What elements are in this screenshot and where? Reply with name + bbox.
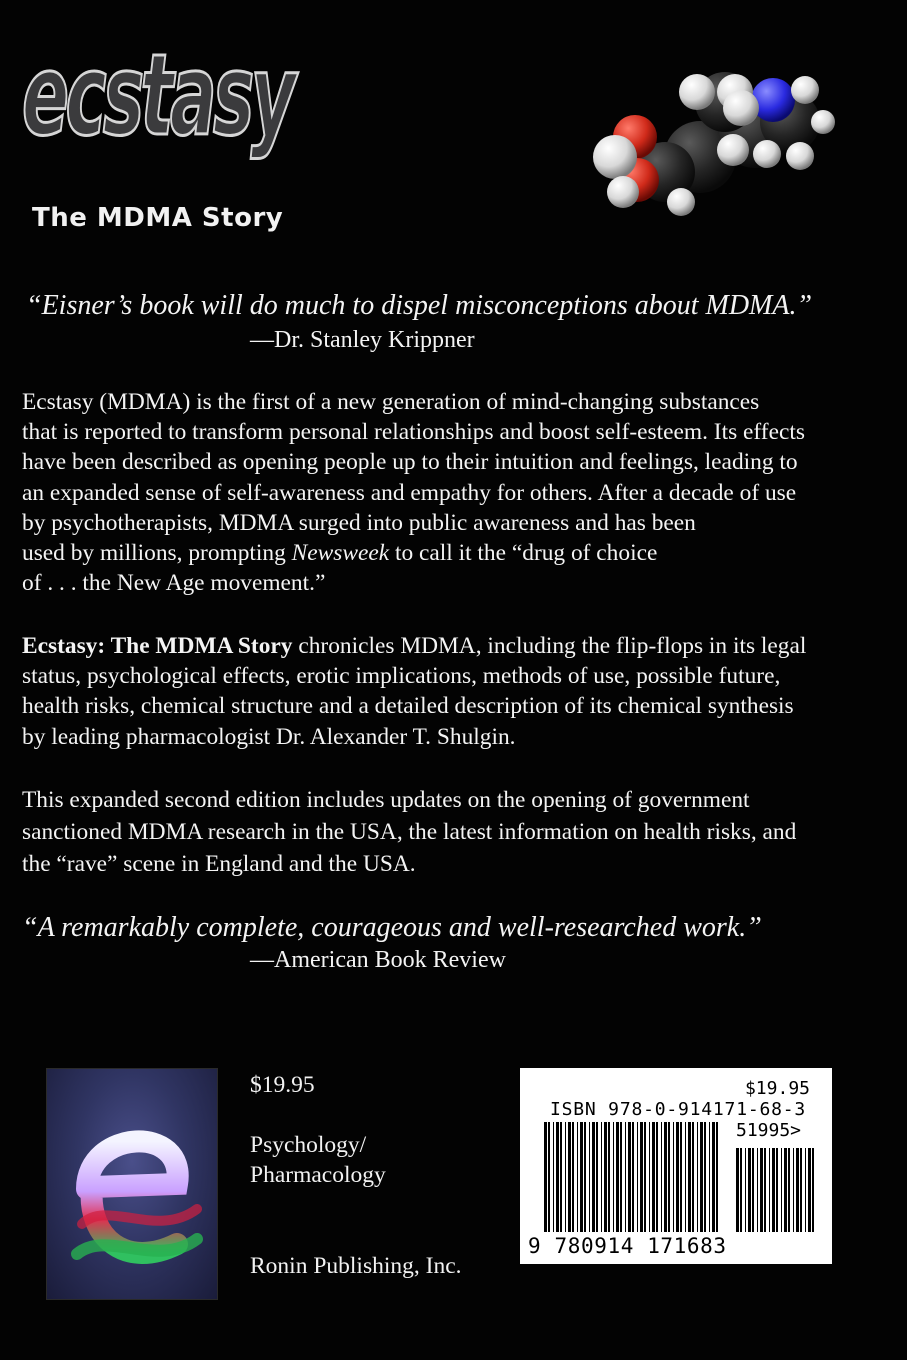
barcode-bars — [540, 1122, 820, 1234]
barcode-ean-number: 9 780914 171683 — [528, 1234, 727, 1258]
paragraph-line: Ecstasy (MDMA) is the first of a new generation of mind-changing substances — [22, 389, 760, 415]
publisher-name: Ronin Publishing, Inc. — [250, 1253, 462, 1279]
addon-bars — [736, 1148, 814, 1232]
paragraph-line: status, psychological effects, erotic implications, methods of use, possible future, — [22, 663, 781, 690]
description-paragraph-1 — [22, 387, 887, 598]
paragraph-line: of . . . the New Age movement.” — [22, 570, 326, 597]
paragraph-line: the “rave” scene in England and the USA. — [22, 851, 416, 877]
paragraph-line: have been described as opening people up to their intuition and feelings, leading to — [22, 449, 798, 476]
category-line-1: Psychology/ — [250, 1132, 367, 1158]
paragraph-line: by psychotherapists, MDMA surged into public awareness and has been — [22, 509, 696, 536]
paragraph-line: sanctioned MDMA research in the USA, the latest information on health risks, and — [22, 819, 797, 845]
paragraph-line — [22, 538, 887, 568]
e-logo-icon — [46, 1068, 218, 1300]
e-logo-graphic — [47, 1069, 217, 1299]
magazine-title: Newsweek — [291, 540, 390, 567]
description-paragraph-2 — [22, 631, 887, 752]
description-paragraph-3 — [22, 784, 887, 880]
isbn-barcode — [520, 1068, 832, 1264]
molecule-icon — [585, 62, 845, 222]
ean-bars — [544, 1122, 718, 1232]
review-quote-krippner: “Eisner’s book will do much to dispel misconceptions about MDMA.” — [26, 290, 813, 321]
category-line-2: Pharmacology — [250, 1162, 386, 1188]
barcode-addon-number: 51995> — [736, 1120, 802, 1141]
book-title-inline: Ecstasy: The MDMA Story — [22, 633, 293, 659]
paragraph-line: an expanded sense of self-awareness and empathy for others. After a decade of use — [22, 479, 797, 506]
line-segment: chronicles MDMA, including the flip-flops in its legal — [292, 633, 807, 659]
review-quote-abr: “A remarkably complete, courageous and well-researched work.” — [22, 912, 762, 943]
barcode-price: $19.95 — [744, 1078, 810, 1099]
price-label: $19.95 — [250, 1072, 315, 1098]
molecule-atoms — [593, 72, 835, 216]
book-title-logo: ecstasy — [22, 31, 293, 161]
line-segment: to call it the “drug of choice — [389, 540, 658, 567]
paragraph-line: that is reported to transform personal relationships and boost self-esteem. Its effects — [22, 419, 805, 446]
quote-attribution-abr: —American Book Review — [250, 947, 506, 973]
paragraph-line — [22, 631, 887, 661]
book-subtitle: The MDMA Story — [32, 203, 284, 233]
barcode-isbn: ISBN 978-0-914171-68-3 — [550, 1099, 807, 1120]
paragraph-line: by leading pharmacologist Dr. Alexander T. Shulgin. — [22, 723, 516, 750]
paragraph-line: health risks, chemical structure and a detailed description of its chemical synthesis — [22, 693, 794, 720]
line-segment: used by millions, prompting — [22, 540, 292, 567]
quote-attribution-krippner: —Dr. Stanley Krippner — [250, 327, 475, 353]
paragraph-line: This expanded second edition includes updates on the opening of government — [22, 787, 750, 813]
